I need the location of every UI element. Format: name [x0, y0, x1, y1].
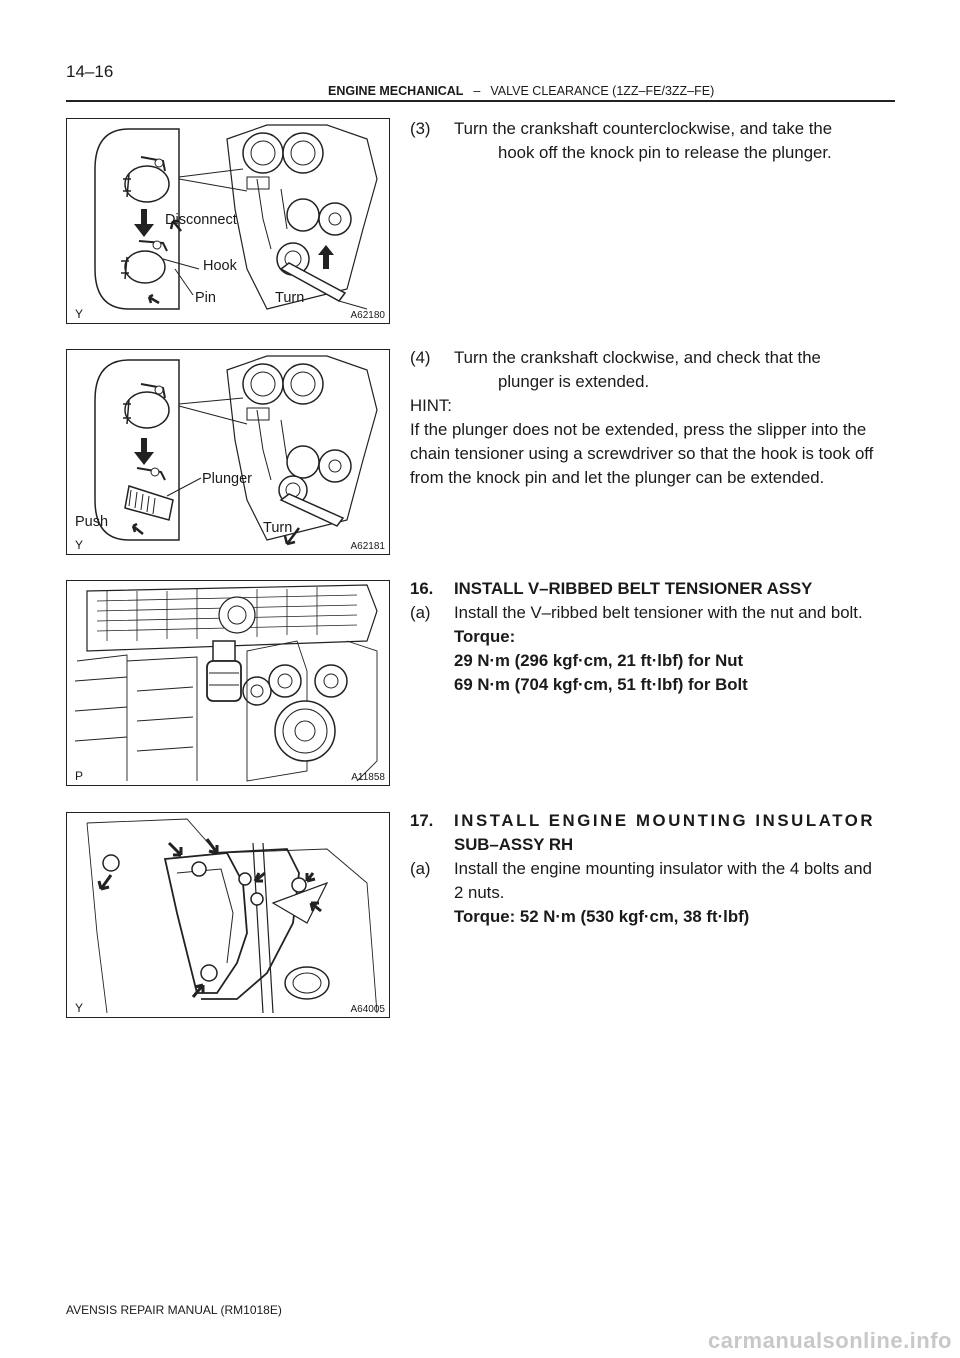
step-4-line-2: plunger is extended. [498, 372, 650, 391]
step-4-number: (4) [410, 348, 431, 367]
step-16-number: 16. [410, 579, 434, 598]
footer: AVENSIS REPAIR MANUAL (RM1018E) [66, 1303, 282, 1317]
step-16-torque-bolt: 69 N·m (704 kgf·cm, 51 ft·lbf) for Bolt [454, 675, 748, 694]
figure-code: A62180 [350, 310, 385, 321]
step-16a-text: Install the V–ribbed belt tensioner with the nut and bolt. [454, 603, 863, 622]
figure-a64005-drawing [67, 813, 389, 1017]
step-17a-line-2: 2 nuts. [454, 883, 505, 902]
running-header [328, 84, 714, 98]
step-17-title-line-2: SUB–ASSY RH [454, 835, 574, 854]
step-17-title-line-1: INSTALL ENGINE MOUNTING INSULATOR [454, 811, 876, 830]
figure-view-marker: Y [75, 307, 84, 321]
step-16-title: INSTALL V–RIBBED BELT TENSIONER ASSY [454, 579, 813, 598]
label-turn: Turn [263, 520, 293, 536]
label-pin: Pin [195, 290, 216, 306]
figure-a64005 [66, 812, 390, 1018]
step-3-line-1: Turn the crankshaft counterclockwise, and take the [454, 119, 833, 138]
header-subsection: VALVE CLEARANCE (1ZZ–FE/3ZZ–FE) [490, 84, 715, 98]
page-number: 14–16 [66, 62, 114, 81]
figure-code: A62181 [350, 541, 385, 552]
figure-code: A11858 [351, 772, 385, 783]
hint-line-3: from the knock pin and let the plunger can be extended. [410, 468, 825, 487]
hint-line-1: If the plunger does not be extended, press the slipper into the [410, 420, 867, 439]
label-plunger: Plunger [202, 471, 252, 487]
step-17a-number: (a) [410, 859, 431, 878]
watermark: carmanualsonline.info [708, 1328, 952, 1353]
step-17-torque: Torque: 52 N·m (530 kgf·cm, 38 ft·lbf) [454, 907, 750, 926]
step-16a-number: (a) [410, 603, 431, 622]
figure-view-marker: Y [75, 1001, 84, 1015]
step-16-torque-label: Torque: [454, 627, 516, 646]
label-disconnect: Disconnect [165, 212, 237, 228]
hint-line-2: chain tensioner using a screwdriver so that the hook is took off [410, 444, 874, 463]
figure-a11858 [66, 580, 390, 786]
figure-a62181-drawing [67, 350, 389, 554]
step-3-line-2: hook off the knock pin to release the plunger. [498, 143, 832, 162]
figure-a62181 [66, 349, 390, 555]
header-section: ENGINE MECHANICAL [328, 84, 464, 98]
step-17-number: 17. [410, 811, 434, 830]
figure-view-marker: P [75, 769, 84, 783]
step-16-torque-nut: 29 N·m (296 kgf·cm, 21 ft·lbf) for Nut [454, 651, 744, 670]
label-hook: Hook [203, 258, 237, 274]
header-separator: – [473, 84, 481, 98]
step-3-number: (3) [410, 119, 431, 138]
label-push: Push [75, 514, 109, 530]
step-4-line-1: Turn the crankshaft clockwise, and check that the [454, 348, 821, 367]
label-turn: Turn [275, 290, 305, 306]
figure-a11858-drawing [67, 581, 389, 785]
hint-label: HINT: [410, 396, 452, 415]
header-rule [66, 100, 895, 102]
figure-view-marker: Y [75, 538, 84, 552]
figure-a62180 [66, 118, 390, 324]
figure-code: A64005 [350, 1004, 385, 1015]
step-17a-line-1: Install the engine mounting insulator with the 4 bolts and [454, 859, 872, 878]
